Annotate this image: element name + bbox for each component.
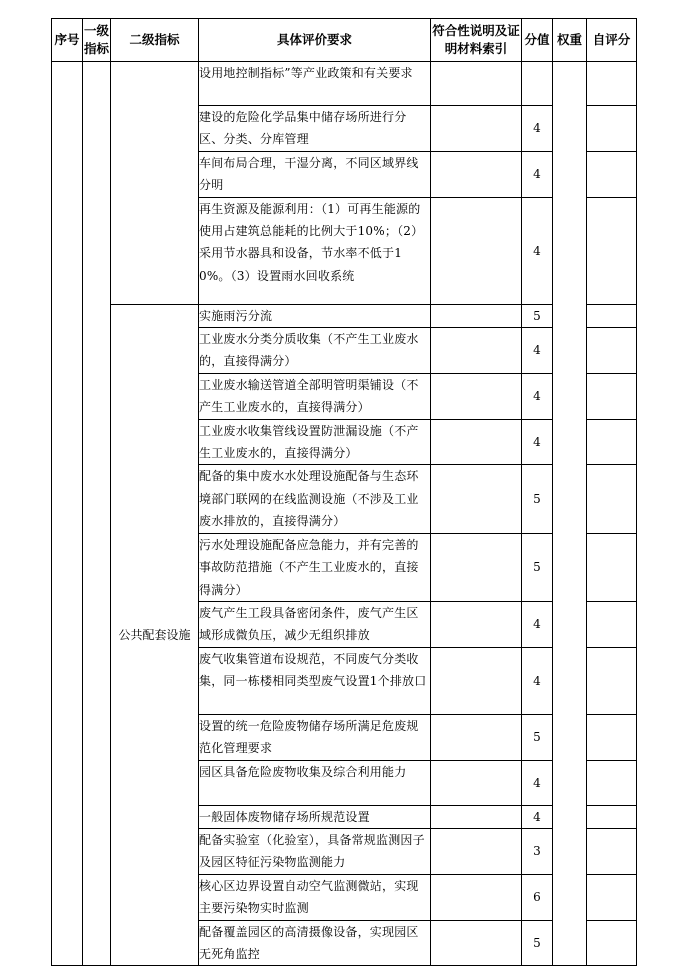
score-cell: 4 (522, 760, 553, 805)
table-row (52, 304, 637, 327)
score-cell: 4 (522, 419, 553, 465)
requirement-cell: 再生资源及能源利用：（1）可再生能源的使用占建筑总能耗的比例大于10%；（2）采用节水器具和设备，节水率不低于10%。（3）设置雨水回收系统 (199, 197, 431, 304)
self-score-cell[interactable] (587, 874, 637, 920)
evidence-cell[interactable] (431, 760, 522, 805)
requirement-cell: 工业废水分类分质收集（不产生工业废水的，直接得满分） (199, 328, 431, 374)
header-level2: 二级指标 (111, 19, 199, 62)
requirement-cell: 一般固体废物储存场所规范设置 (199, 805, 431, 828)
score-cell: 5 (522, 920, 553, 966)
self-score-cell[interactable] (587, 601, 637, 647)
score-cell: 3 (522, 828, 553, 874)
evidence-cell[interactable] (431, 106, 522, 152)
score-cell: 4 (522, 373, 553, 419)
header-score: 分值 (522, 19, 553, 62)
header-weight: 权重 (553, 19, 587, 62)
level2-cell (111, 62, 199, 305)
evidence-cell[interactable] (431, 373, 522, 419)
self-score-cell[interactable] (587, 805, 637, 828)
evidence-cell[interactable] (431, 304, 522, 327)
evidence-cell[interactable] (431, 533, 522, 601)
self-score-cell[interactable] (587, 328, 637, 374)
self-score-cell[interactable] (587, 62, 637, 106)
requirement-cell: 设用地控制指标”等产业政策和有关要求 (199, 62, 431, 106)
level2-category-label: 公共配套设施 (111, 304, 199, 966)
score-cell: 5 (522, 714, 553, 760)
self-score-cell[interactable] (587, 760, 637, 805)
score-cell: 5 (522, 304, 553, 327)
evaluation-table (51, 18, 637, 966)
score-cell: 4 (522, 601, 553, 647)
evidence-cell[interactable] (431, 419, 522, 465)
evidence-cell[interactable] (431, 465, 522, 533)
evidence-cell[interactable] (431, 647, 522, 714)
table-row (52, 62, 637, 106)
evidence-cell[interactable] (431, 328, 522, 374)
evidence-cell[interactable] (431, 151, 522, 197)
evidence-cell[interactable] (431, 920, 522, 966)
requirement-cell: 配备的集中废水水处理设施配备与生态环境部门联网的在线监测设施（不涉及工业废水排放的，直接得满分） (199, 465, 431, 533)
evidence-cell[interactable] (431, 828, 522, 874)
evidence-cell[interactable] (431, 601, 522, 647)
requirement-cell: 设置的统一危险废物储存场所满足危废规范化管理要求 (199, 714, 431, 760)
requirement-cell: 实施雨污分流 (199, 304, 431, 327)
score-cell (522, 62, 553, 106)
score-cell: 4 (522, 805, 553, 828)
evidence-cell[interactable] (431, 874, 522, 920)
self-score-cell[interactable] (587, 714, 637, 760)
requirement-cell: 废气收集管道布设规范，不同废气分类收集，同一栋楼相同类型废气设置1个排放口 (199, 647, 431, 714)
score-cell: 4 (522, 197, 553, 304)
requirement-cell: 核心区边界设置自动空气监测微站，实现主要污染物实时监测 (199, 874, 431, 920)
requirement-cell: 配备覆盖园区的高清摄像设备，实现园区无死角监控 (199, 920, 431, 966)
score-cell: 4 (522, 106, 553, 152)
self-score-cell[interactable] (587, 533, 637, 601)
score-cell: 4 (522, 151, 553, 197)
self-score-cell[interactable] (587, 373, 637, 419)
self-score-cell[interactable] (587, 647, 637, 714)
requirement-cell: 园区具备危险废物收集及综合利用能力 (199, 760, 431, 805)
self-score-cell[interactable] (587, 304, 637, 327)
score-cell: 5 (522, 533, 553, 601)
header-seq: 序号 (52, 19, 83, 62)
evidence-cell[interactable] (431, 197, 522, 304)
evidence-cell[interactable] (431, 714, 522, 760)
level1-cell (83, 62, 111, 966)
score-cell: 5 (522, 465, 553, 533)
header-level1: 一级指标 (83, 19, 111, 62)
self-score-cell[interactable] (587, 197, 637, 304)
requirement-cell: 工业废水收集管线设置防泄漏设施（不产生工业废水的，直接得满分） (199, 419, 431, 465)
requirement-cell: 工业废水输送管道全部明管明渠铺设（不产生工业废水的，直接得满分） (199, 373, 431, 419)
score-cell: 4 (522, 647, 553, 714)
weight-cell (553, 62, 587, 966)
requirement-cell: 建设的危险化学品集中储存场所进行分区、分类、分库管理 (199, 106, 431, 152)
self-score-cell[interactable] (587, 465, 637, 533)
self-score-cell[interactable] (587, 151, 637, 197)
self-score-cell[interactable] (587, 106, 637, 152)
score-cell: 4 (522, 328, 553, 374)
requirement-cell: 废气产生工段具备密闭条件，废气产生区域形成微负压，减少无组织排放 (199, 601, 431, 647)
header-requirement: 具体评价要求 (199, 19, 431, 62)
self-score-cell[interactable] (587, 828, 637, 874)
self-score-cell[interactable] (587, 419, 637, 465)
requirement-cell: 配备实验室（化验室），具备常规监测因子及园区特征污染物监测能力 (199, 828, 431, 874)
requirement-cell: 污水处理设施配备应急能力，并有完善的事故防范措施（不产生工业废水的，直接得满分） (199, 533, 431, 601)
evidence-cell[interactable] (431, 805, 522, 828)
header-self-score: 自评分 (587, 19, 637, 62)
requirement-cell: 车间布局合理，干湿分离，不同区域界线分明 (199, 151, 431, 197)
self-score-cell[interactable] (587, 920, 637, 966)
header-evidence: 符合性说明及证明材料索引 (431, 19, 522, 62)
evidence-cell[interactable] (431, 62, 522, 106)
seq-cell (52, 62, 83, 966)
header-row (52, 19, 637, 62)
score-cell: 6 (522, 874, 553, 920)
